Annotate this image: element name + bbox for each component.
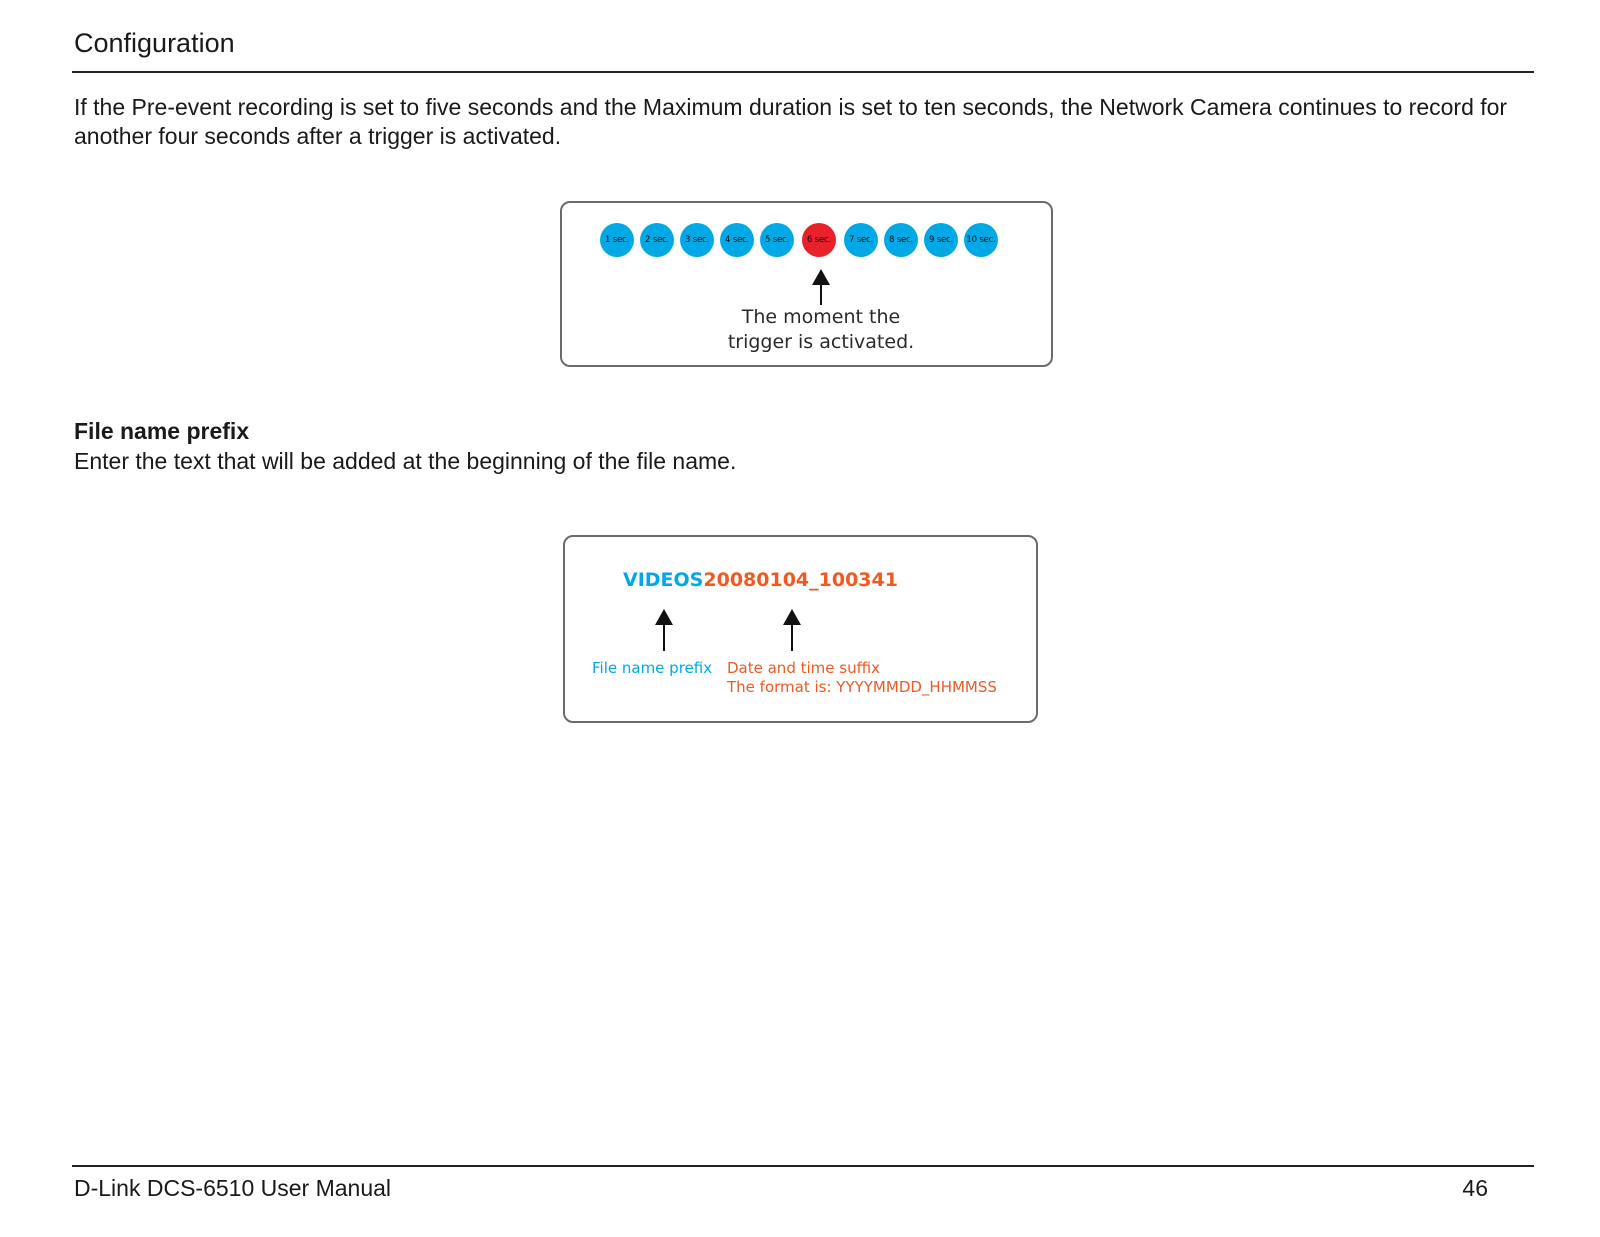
suffix-arrow-icon <box>791 611 793 651</box>
suffix-label-line1: Date and time suffix <box>727 659 880 677</box>
timeline-dot: 7 sec. <box>844 223 878 257</box>
prefix-arrow-icon <box>663 611 665 651</box>
filename-diagram <box>563 535 1038 723</box>
prefix-label: File name prefix <box>592 659 713 677</box>
timeline-dot: 2 sec. <box>640 223 674 257</box>
intro-paragraph: If the Pre-event recording is set to five seconds and the Maximum duration is set to ten seconds, the Network Camera continues to record for another four seconds after a trigger is activated. <box>74 94 1508 149</box>
timeline-dot: 10 sec. <box>964 223 998 257</box>
footer-manual-title: D-Link DCS-6510 User Manual <box>74 1175 392 1201</box>
timeline-dot: 6 sec. <box>802 223 836 257</box>
timeline-dot: 9 sec. <box>924 223 958 257</box>
trigger-arrow-icon <box>820 271 822 305</box>
filename-suffix: 20080104_100341 <box>703 569 898 591</box>
filename-sample <box>623 569 898 591</box>
header-divider <box>72 71 1534 73</box>
section-heading: File name prefix <box>74 418 250 444</box>
suffix-label-line2: The format is: YYYYMMDD_HHMMSS <box>727 678 997 696</box>
trigger-caption <box>692 305 950 355</box>
timeline-dot: 3 sec. <box>680 223 714 257</box>
timeline-diagram <box>560 201 1053 367</box>
footer-divider <box>72 1165 1534 1167</box>
trigger-caption-line2: trigger is activated. <box>727 331 915 353</box>
timeline-dot: 4 sec. <box>720 223 754 257</box>
timeline-dot: 1 sec. <box>600 223 634 257</box>
filename-prefix: VIDEOS <box>623 569 704 591</box>
page-title: Configuration <box>74 28 235 58</box>
footer-page-number: 46 <box>1462 1175 1488 1201</box>
timeline-dot: 5 sec. <box>760 223 794 257</box>
section-description: Enter the text that will be added at the beginning of the file name. <box>74 448 737 474</box>
trigger-caption-line1: The moment the <box>741 306 901 328</box>
timeline-dot: 8 sec. <box>884 223 918 257</box>
suffix-label <box>727 659 997 697</box>
